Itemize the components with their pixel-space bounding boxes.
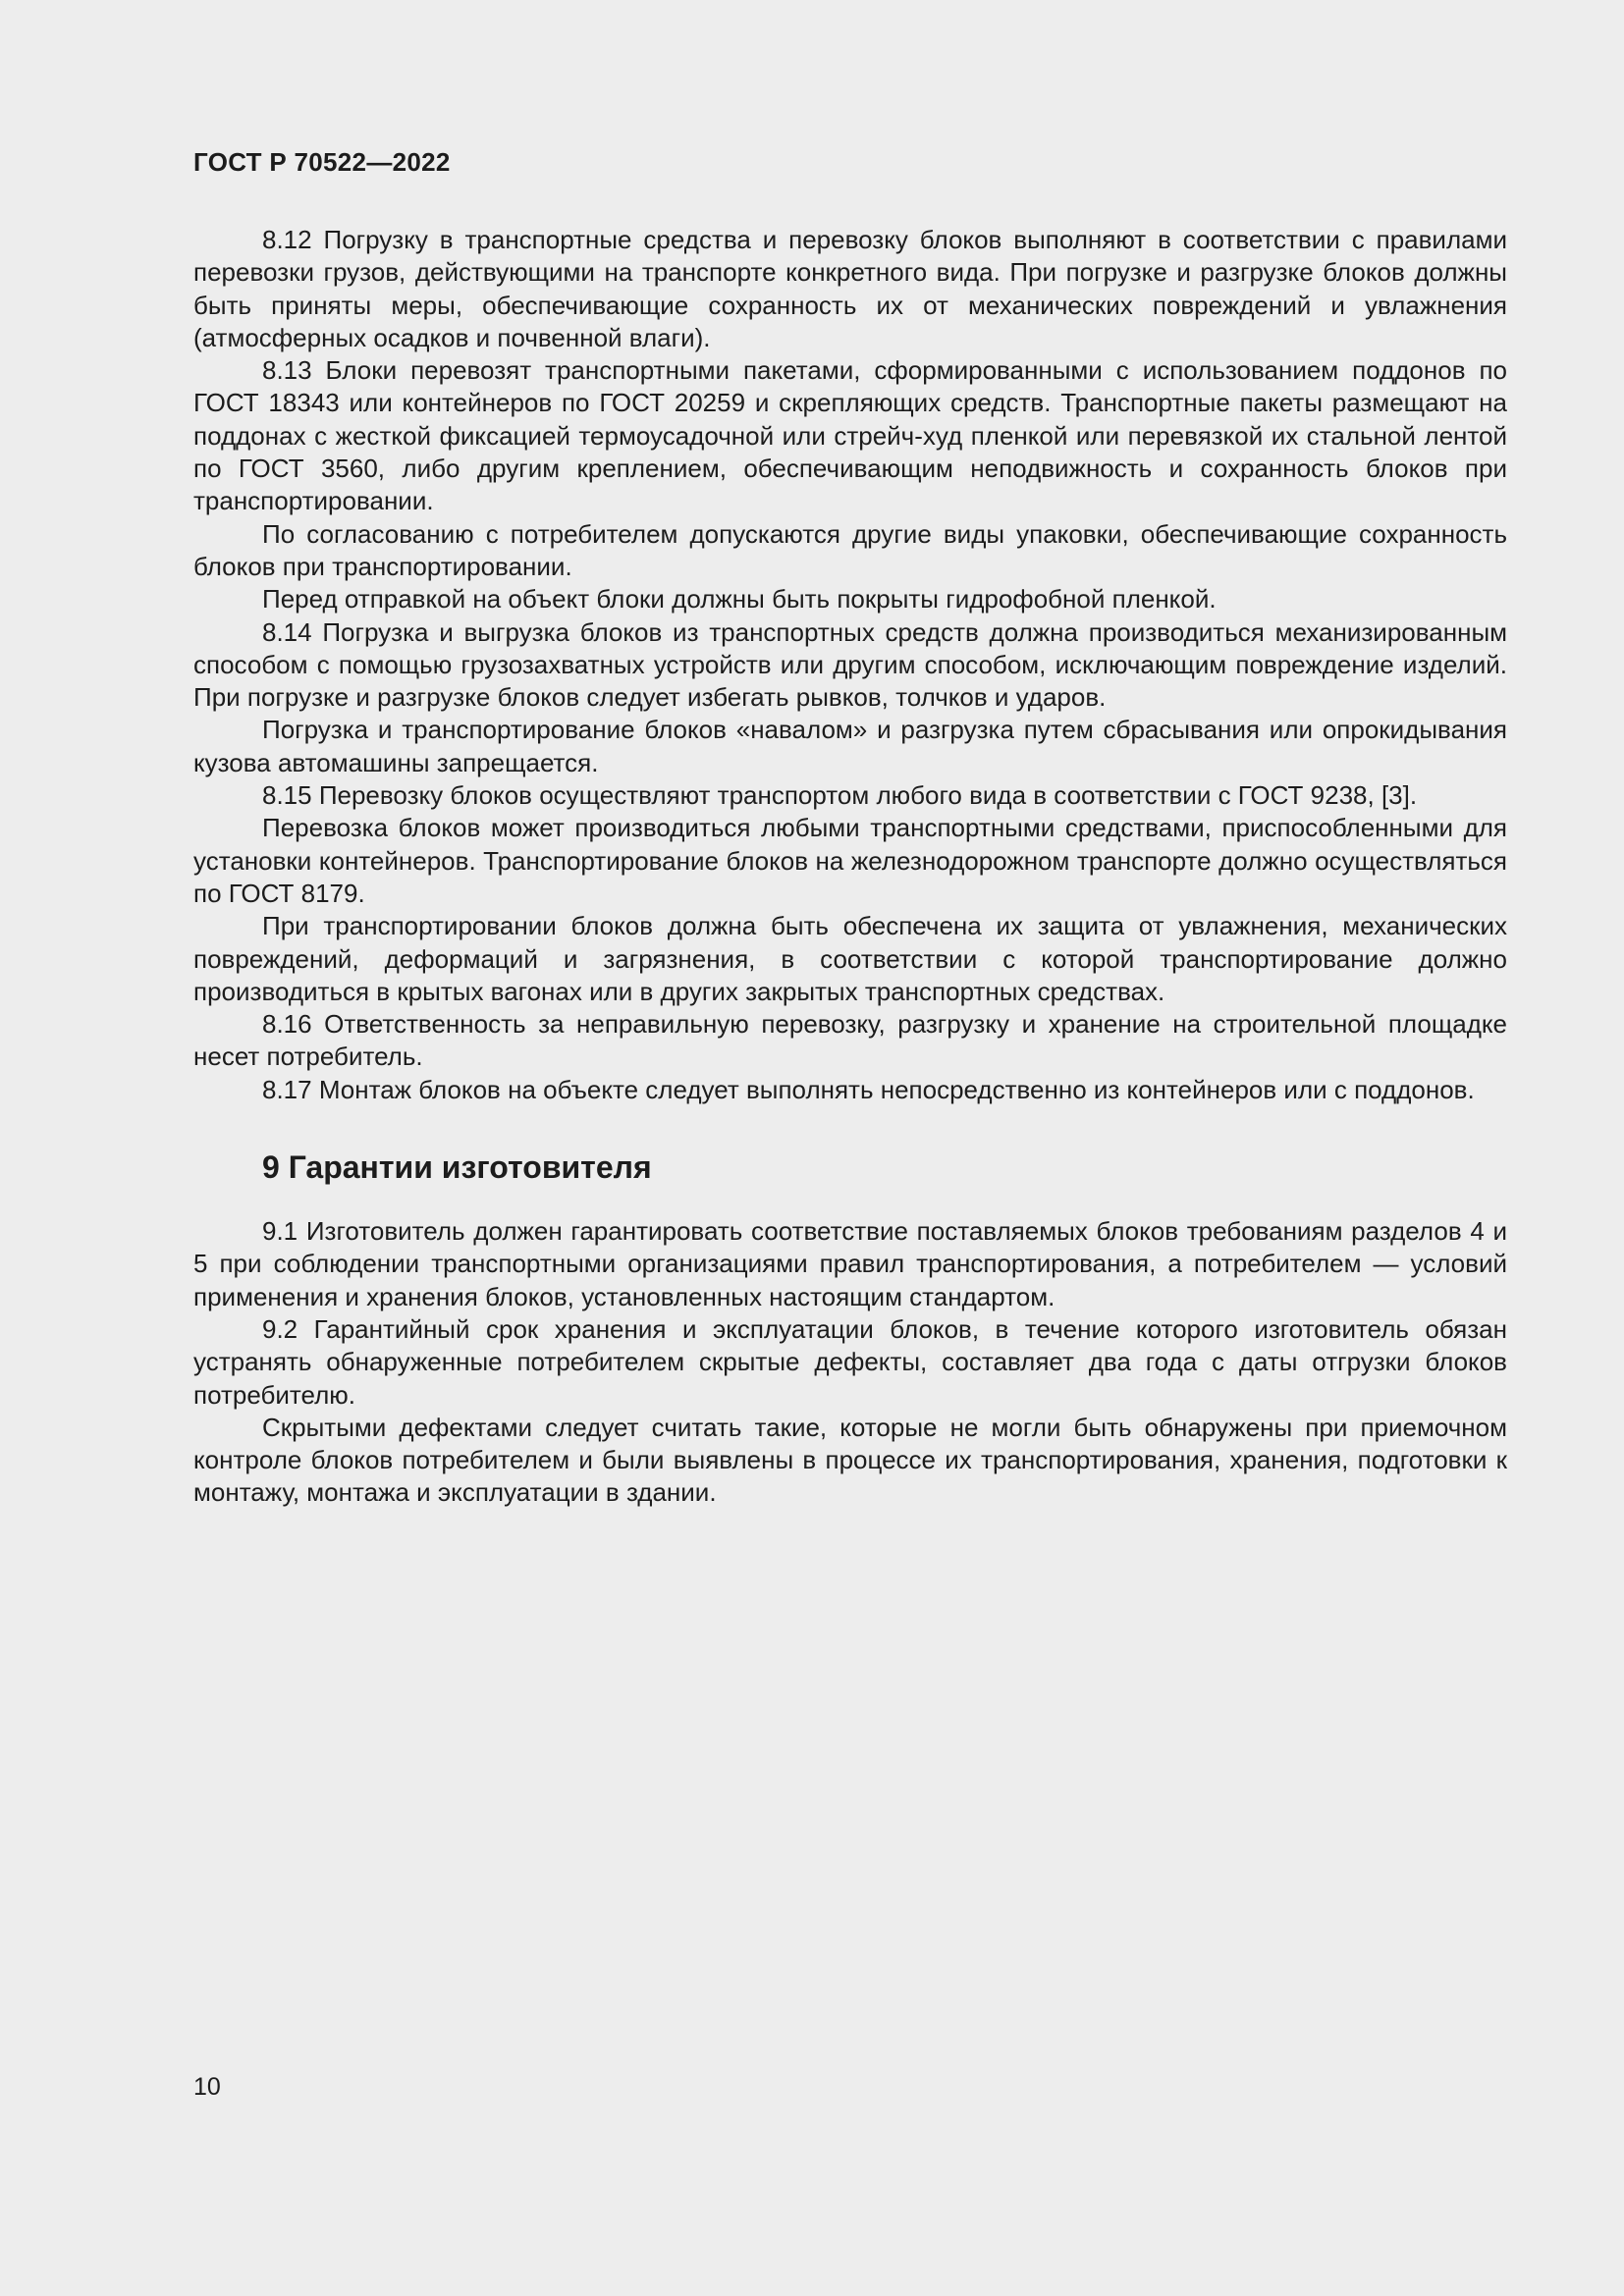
- paragraph-packaging-agreement: По согласованию с потребителем допускаются другие виды упаковки, обеспечивающие сохранность блоков при транспортировании.: [193, 518, 1507, 581]
- paragraph-9-1: 9.1 Изготовитель должен гарантировать соответствие поставляемых блоков требованиям разделов 4 и 5 при соблюдении транспортными организациями правил транспортирования, а потребителем — условий применения и хранения блоков, установленных настоящим стандартом.: [193, 1216, 1507, 1311]
- document-code-header: ГОСТ Р 70522—2022: [193, 147, 451, 177]
- paragraph-8-12: 8.12 Погрузку в транспортные средства и перевозку блоков выполняют в соответствии с правилами перевозки грузов, действующими на транспорте конкретного вида. При погрузке и разгрузке блоков должны быть приняты меры, обеспечивающие сохранность их от механических повреждений и увлажнения (атмосферных осадков и почвенной влаги).: [193, 225, 1507, 352]
- paragraph-container-transport: Перевозка блоков может производиться любыми транспортными средствами, приспособленными для установки контейнеров. Транспортирование блоков на железнодорожном транспорте должно осуществляться по ГОСТ 8179.: [193, 813, 1507, 908]
- paragraph-protection: При транспортировании блоков должна быть обеспечена их защита от увлажнения, механических повреждений, деформаций и загрязнения, в соответствии с которой транспортирование должно производиться в крытых вагонах или в других закрытых транспортных средствах.: [193, 911, 1507, 1006]
- section-heading-9: 9 Гарантии изготовителя: [262, 1149, 652, 1186]
- paragraph-8-15: 8.15 Перевозку блоков осуществляют транспортом любого вида в соответствии с ГОСТ 9238, [3].: [262, 780, 1418, 811]
- paragraph-8-13: 8.13 Блоки перевозят транспортными пакетами, сформированными с использованием поддонов по ГОСТ 18343 или контейнеров по ГОСТ 20259 и скрепляющих средств. Транспортные пакеты размещают на поддонах с жесткой фиксацией термоусадочной или стрейч-худ пленкой или перевязкой их стальной лентой по ГОСТ 3560, либо другим креплением, обеспечивающим неподвижность и сохранность блоков при транспортировании.: [193, 355, 1507, 516]
- page-number: 10: [193, 2073, 221, 2101]
- paragraph-8-17: 8.17 Монтаж блоков на объекте следует выполнять непосредственно из контейнеров или с поддонов.: [262, 1074, 1475, 1104]
- paragraph-hidden-defects: Скрытыми дефектами следует считать такие, которые не могли быть обнаружены при приемочном контроле блоков потребителем и были выявлены в процессе их транспортирования, хранения, подготовки к монтажу, монтажа и эксплуатации в здании.: [193, 1412, 1507, 1508]
- page-body: [193, 224, 1507, 1510]
- paragraph-8-16: 8.16 Ответственность за неправильную перевозку, разгрузку и хранение на строительной площадке несет потребитель.: [193, 1009, 1507, 1072]
- paragraph-9-2: 9.2 Гарантийный срок хранения и эксплуатации блоков, в течение которого изготовитель обязан устранять обнаруженные потребителем скрытые дефекты, составляет два года с даты отгрузки блоков потребителю.: [193, 1313, 1507, 1410]
- paragraph-bulk-loading: Погрузка и транспортирование блоков «навалом» и разгрузка путем сбрасывания или опрокидывания кузова автомашины запрещается.: [193, 715, 1507, 777]
- paragraph-hydrophobic-film: Перед отправкой на объект блоки должны быть покрыты гидрофобной пленкой.: [262, 584, 1217, 614]
- paragraph-8-14: 8.14 Погрузка и выгрузка блоков из транспортных средств должна производиться механизированным способом с помощью грузозахватных устройств или другим способом, исключающим повреждение изделий. При погрузке и разгрузке блоков следует избегать рывков, толчков и ударов.: [193, 616, 1507, 713]
